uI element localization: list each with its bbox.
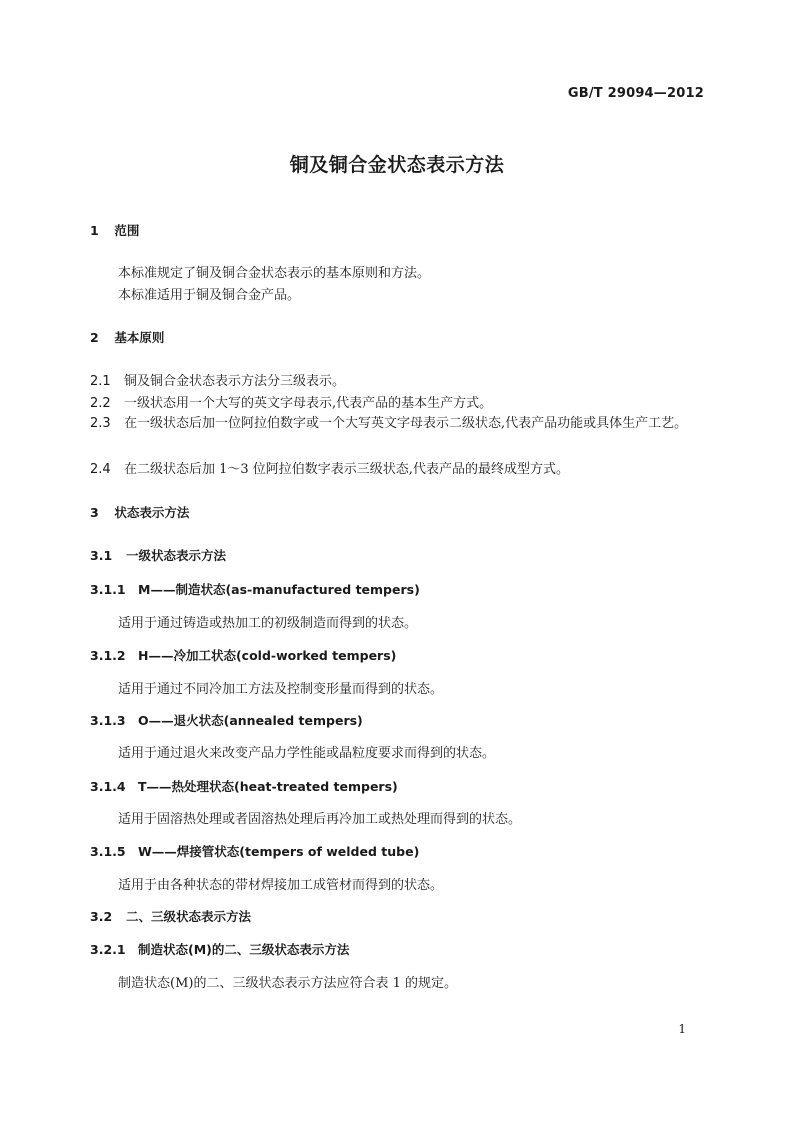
clause-number: 2.1 [90,374,111,389]
clause-title: H——冷加工状态(cold-worked tempers) [138,648,397,663]
clause-3-2-1-heading [90,939,349,958]
clause-number: 3.1.1 [90,582,126,597]
paragraph: 适用于通过退火来改变产品力学性能或晶粒度要求而得到的状态。 [118,746,496,761]
clause-3-1-1-heading [90,579,420,598]
clause-title: O——退火状态(annealed tempers) [138,713,363,728]
clause-2-1 [90,370,345,389]
paragraph: 适用于固溶热处理或者固溶热处理后再冷加工或热处理而得到的状态。 [118,812,522,827]
clause-3-1-3-heading [90,710,363,729]
page-number: 1 [678,1022,686,1036]
clause-number: 2.3 [90,416,111,431]
section-title: 范围 [114,223,140,238]
standard-number: GB/T 29094—2012 [567,86,704,101]
clause-text: 在一级状态后加一位阿拉伯数字或一个大写英文字母表示二级状态,代表产品功能或具体生产工艺。 [124,416,688,431]
section-number: 3 [90,505,99,520]
paragraph: 适用于通过铸造或热加工的初级制造而得到的状态。 [118,616,418,631]
paragraph: 本标准适用于铜及铜合金产品。 [118,288,301,303]
paragraph: 适用于由各种状态的带材焊接加工成管材而得到的状态。 [118,878,444,893]
paragraph: 适用于通过不同冷加工方法及控制变形量而得到的状态。 [118,682,444,697]
section-number: 1 [90,223,99,238]
clause-3-2-heading [90,907,251,925]
clause-number: 3.1.4 [90,779,126,794]
clause-number: 3.1.5 [90,844,126,859]
clause-title: 一级状态表示方法 [126,548,227,563]
clause-title: T——热处理状态(heat-treated tempers) [138,779,398,794]
clause-number: 2.4 [90,462,111,477]
clause-2-3 [90,413,706,434]
clause-2-4 [90,458,569,477]
clause-number: 2.2 [90,396,111,411]
paragraph: 本标准规定了铜及铜合金状态表示的基本原则和方法。 [118,266,431,281]
clause-3-1-2-heading [90,645,396,664]
clause-3-1-heading [90,546,226,564]
clause-number: 3.1.2 [90,648,126,663]
section-1-heading [90,221,139,239]
clause-text: 一级状态用一个大写的英文字母表示,代表产品的基本生产方式。 [124,396,493,411]
clause-3-1-4-heading [90,776,398,795]
clause-3-1-5-heading [90,841,419,860]
section-2-heading [90,328,164,346]
clause-title: 制造状态(M)的二、三级状态表示方法 [138,942,350,957]
clause-number: 3.1 [90,548,113,563]
clause-title: W——焊接管状态(tempers of welded tube) [138,844,420,859]
clause-text: 在二级状态后加 1～3 位阿拉伯数字表示三级状态,代表产品的最终成型方式。 [124,462,569,477]
clause-number: 3.2.1 [90,942,126,957]
clause-title: M——制造状态(as-manufactured tempers) [138,582,420,597]
section-3-heading [90,503,189,521]
clause-text: 铜及铜合金状态表示方法分三级表示。 [124,374,346,389]
clause-number: 3.1.3 [90,713,126,728]
section-number: 2 [90,330,99,345]
clause-number: 3.2 [90,909,113,924]
paragraph: 制造状态(M)的二、三级状态表示方法应符合表 1 的规定。 [118,976,457,991]
section-title: 状态表示方法 [114,505,190,520]
clause-2-2 [90,392,492,411]
clause-title: 二、三级状态表示方法 [126,909,252,924]
document-title: 铜及铜合金状态表示方法 [289,154,505,176]
section-title: 基本原则 [114,330,165,345]
